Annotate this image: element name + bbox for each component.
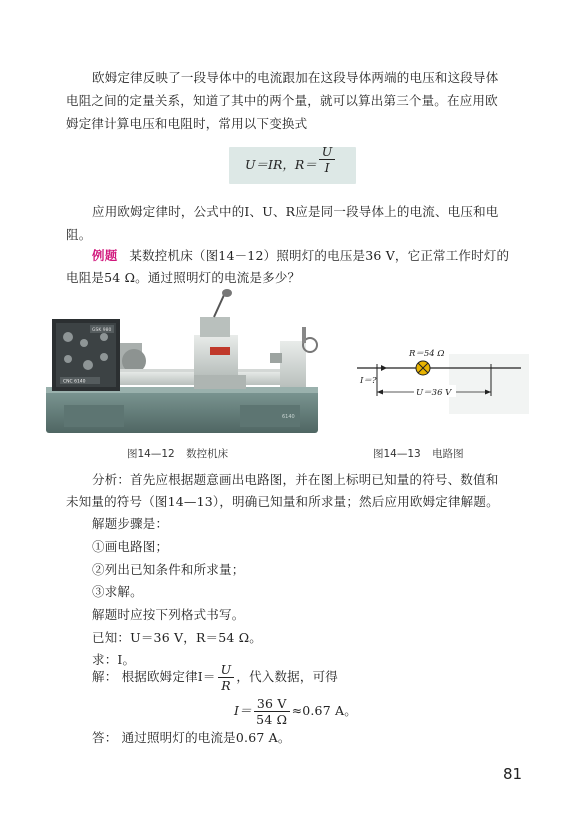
intro-line-2: 电阻之间的定量关系，知道了其中的两个量，就可以算出第三个量。在应用欧 (66, 93, 498, 108)
cnc-lathe-image (44, 287, 320, 439)
voltage-label: U＝36 V (416, 388, 452, 398)
example-line-1 (92, 244, 509, 267)
formula-denominator: I (324, 160, 330, 175)
steps-intro: 解题步骤是： (92, 516, 169, 531)
step-3: ③求解。 (92, 584, 143, 599)
result-numerator: 36 V (254, 696, 290, 712)
para2-line-1: 应用欧姆定律时，公式中的I、U、R应是同一段导体上的电流、电压和电 (92, 204, 499, 219)
result-denominator: 54 Ω (256, 712, 288, 727)
machine-label: CNC 6140 (63, 379, 86, 385)
panel-label: GSK 980 (92, 328, 112, 333)
answer-line: 答： 通过照明灯的电流是0.67 A。 (92, 730, 291, 745)
current-arrow-icon (381, 365, 387, 371)
step-1: ①画电路图； (92, 539, 169, 554)
result-fraction (254, 696, 290, 727)
formula-numerator: U (319, 144, 336, 160)
example-line-2: 电阻是54 Ω。通过照明灯的电流是多少？ (66, 270, 301, 285)
solution-suffix: ，代入数据，可得 (236, 669, 338, 684)
intro-line-3: 姆定律计算电压和电阻时，常用以下变换式 (66, 116, 308, 131)
caption-right-text: 电路图 (432, 448, 464, 460)
solution-result (234, 696, 357, 727)
caption-left-number: 图14—12 (127, 448, 175, 460)
solution-fraction (218, 662, 235, 693)
resistor-label: R＝54 Ω (409, 349, 445, 359)
solution-denominator: R (221, 678, 231, 693)
current-label: I＝? (360, 376, 377, 386)
intro-line-1: 欧姆定律反映了一段导体中的电流跟加在这段导体两端的电压和这段导体 (92, 70, 499, 85)
circuit-diagram (329, 324, 549, 424)
solution-line (92, 662, 338, 693)
formula-box (229, 144, 356, 184)
solution-numerator: U (218, 662, 235, 678)
format-note: 解题时应按下列格式书写。 (92, 607, 245, 622)
page-number: 81 (503, 765, 523, 783)
analysis-line-1: 分析：首先应根据题意画出电路图，并在图上标明已知量的符号、数值和 (92, 472, 499, 487)
formula-fraction (319, 144, 336, 175)
result-left: I＝ (234, 703, 252, 718)
result-right: ≈0.67 A。 (291, 703, 357, 718)
svg-text:6140: 6140 (282, 414, 295, 420)
known-values: 已知：U＝36 V，R＝54 Ω。 (92, 630, 262, 645)
solution-prefix: 解： 根据欧姆定律I＝ (92, 669, 216, 684)
step-2: ②列出已知条件和所求量； (92, 562, 245, 577)
para2-line-2: 阻。 (66, 227, 92, 242)
analysis-line-2: 未知量的符号（图14—13），明确已知量和所求量；然后应用欧姆定律解题。 (66, 494, 499, 509)
caption-right-number: 图14—13 (373, 448, 421, 460)
caption-fig-14-13 (373, 446, 464, 461)
caption-left-text: 数控机床 (186, 448, 229, 460)
example-text-1: 某数控机床（图14－12）照明灯的电压是36 V，它正常工作时灯的 (129, 248, 510, 263)
caption-fig-14-12 (127, 446, 228, 461)
voltage-arrow-left-icon (377, 390, 383, 395)
example-tag: 例题 (92, 248, 118, 263)
formula-left: U＝IR，R＝ (245, 157, 317, 172)
find-value: 求：I。 (92, 652, 136, 667)
